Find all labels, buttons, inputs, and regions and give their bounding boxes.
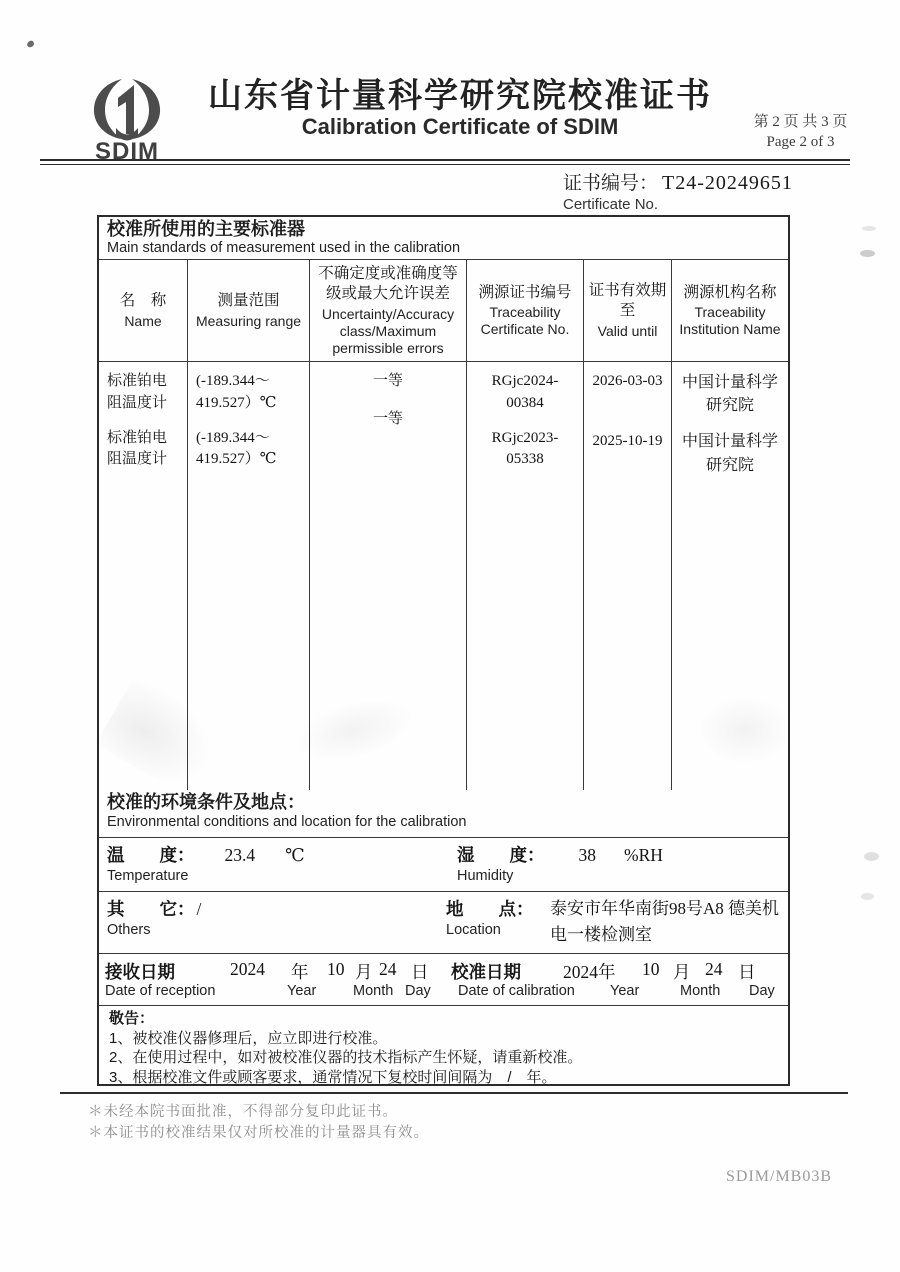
table-cell-name: 标准铂电阻温度计 <box>107 373 168 411</box>
reception-month-unit: 月 <box>355 962 373 982</box>
footer-note: ＊本证书的校准结果仅对所校准的计量器具有效。 <box>88 1125 429 1142</box>
notice-item: 1、被校准仪器修理后，应立即进行校准。 <box>109 1029 388 1047</box>
humidity-unit: %RH <box>624 845 663 865</box>
reception-year-unit: 年 <box>291 962 309 982</box>
calibration-month-unit: 月 <box>673 962 691 982</box>
standards-table-header <box>99 260 788 362</box>
calibration-day-label-en: Day <box>749 983 775 999</box>
header-divider <box>40 159 850 165</box>
table-cell-valid-until: 2026-03-03 <box>592 373 663 389</box>
temperature-value: 23.4 <box>224 845 256 865</box>
standards-table <box>97 215 790 1086</box>
sdim-logo <box>88 78 166 166</box>
notice-title: 敬告： <box>109 1010 155 1027</box>
footer-note: ＊未经本院书面批准，不得部分复印此证书。 <box>88 1104 398 1120</box>
reception-date-label-en: Date of reception <box>105 983 216 999</box>
environment-section-title <box>99 790 788 838</box>
reception-month-value: 10 <box>327 959 345 979</box>
scan-speck <box>861 893 874 900</box>
others-label-zh: 其 它： <box>107 899 195 919</box>
humidity-block <box>457 838 788 891</box>
calibration-month-value: 10 <box>642 959 660 979</box>
form-number: SDIM/MB03B <box>726 1168 833 1185</box>
humidity-label-en: Humidity <box>457 868 514 884</box>
others-value: / <box>196 899 202 919</box>
certificate-title-en: Calibration Certificate of SDIM <box>301 114 619 139</box>
column-header-traceability-cert: 溯源证书编号 Traceability Certificate No. <box>467 260 584 361</box>
notice-item: 3、根据校准文件或顾客要求，通常情况下复校时间间隔为 / 年。 <box>109 1069 557 1087</box>
table-cell-institution: 中国计量科学研究院 <box>681 433 778 474</box>
location-block <box>446 892 788 953</box>
environment-title-zh: 校准的环境条件及地点： <box>107 792 305 812</box>
table-cell-institution: 中国计量科学研究院 <box>681 374 778 415</box>
column-valid-until <box>584 362 672 790</box>
calibration-date-label-zh: 校准日期 <box>451 962 521 982</box>
column-header-valid-until: 证书有效期至 Valid until <box>584 260 672 361</box>
calibration-month-label-en: Month <box>680 983 721 999</box>
table-cell-traceability-cert: RGjc2023-05338 <box>491 429 559 468</box>
page-indicator-zh: 第 2 页 共 3 页 <box>753 114 848 130</box>
table-cell-valid-until: 2025-10-19 <box>592 432 663 449</box>
table-cell-range: (-189.344～ 419.527）℃ <box>196 373 277 411</box>
table-cell-name: 标准铂电阻温度计 <box>107 429 168 468</box>
notice-item: 2、在使用过程中，如对被校准仪器的技术指标产生怀疑，请重新校准。 <box>109 1049 583 1067</box>
column-header-name: 名 称 Name <box>99 260 188 361</box>
table-cell-range: (-189.344～ 419.527）℃ <box>196 429 277 468</box>
temperature-label-zh: 温 度： <box>107 845 195 865</box>
humidity-value: 38 <box>578 845 596 865</box>
standards-table-title <box>99 217 788 260</box>
scan-speck <box>864 852 879 861</box>
calibration-day-unit: 日 <box>738 962 756 982</box>
temperature-unit: ℃ <box>285 845 305 865</box>
environment-values-row <box>99 838 788 892</box>
dates-row <box>99 954 788 1006</box>
footer-notes <box>88 1102 429 1144</box>
reception-day-value: 24 <box>379 959 397 979</box>
table-cell-accuracy: 一等 <box>372 373 403 389</box>
location-label-zh: 地 点： <box>446 899 534 919</box>
footer-divider <box>60 1092 848 1094</box>
humidity-label-zh: 湿 度： <box>457 845 545 865</box>
location-label-en: Location <box>446 922 501 938</box>
sdim-logo-icon <box>91 78 163 142</box>
scan-speck <box>862 226 876 231</box>
location-value: 泰安市年华南街98号A8 德美机电一楼检测室 <box>550 899 780 945</box>
reception-date-label-zh: 接收日期 <box>105 962 175 982</box>
column-traceability-cert <box>467 362 584 790</box>
ink-speck <box>26 40 35 48</box>
page-indicator-en: Page 2 of 3 <box>766 134 835 151</box>
certificate-number-label-zh: 证书编号： <box>563 173 659 194</box>
others-label-en: Others <box>107 922 151 938</box>
standards-table-body <box>99 362 788 790</box>
environment-title-en: Environmental conditions and location for the calibration <box>107 813 467 830</box>
certificate-number-label-en: Certificate No. <box>563 196 659 213</box>
column-name <box>99 362 188 790</box>
reception-month-label-en: Month <box>353 983 394 999</box>
certificate-title-zh: 山东省计量科学研究院校准证书 <box>208 78 712 115</box>
reception-day-label-en: Day <box>405 983 431 999</box>
temperature-label-en: Temperature <box>107 868 189 884</box>
calibration-day-value: 24 <box>705 959 723 979</box>
certificate-number-block <box>563 168 863 213</box>
sdim-logo-text: SDIM <box>95 138 159 165</box>
page-indicator <box>718 112 883 153</box>
column-header-uncertainty: 不确定度或准确度等级或最大允许误差 Uncertainty/Accuracy class/Maximum permissible errors <box>310 260 467 361</box>
certificate-number-value: T24-20249651 <box>662 172 793 194</box>
column-header-institution: 溯源机构名称 Traceability Institution Name <box>679 283 781 338</box>
calibration-year-label-en: Year <box>610 983 640 999</box>
scan-speck <box>860 250 875 257</box>
table-cell-accuracy: 一等 <box>372 410 403 427</box>
calibration-year-value: 2024年 <box>563 962 616 982</box>
others-location-row <box>99 892 788 954</box>
column-accuracy <box>310 362 467 790</box>
notice-section <box>99 1006 788 1087</box>
standards-table-title-en: Main standards of measurement used in the calibration <box>107 239 461 256</box>
table-cell-traceability-cert: RGjc2024-00384 <box>491 373 559 411</box>
column-header-range: 测量范围 Measuring range <box>188 260 310 361</box>
reception-year-label-en: Year <box>287 983 317 999</box>
reception-year-value: 2024 <box>230 959 265 979</box>
column-institution <box>672 362 788 790</box>
calibration-date-label-en: Date of calibration <box>458 983 575 999</box>
others-block <box>99 892 446 953</box>
standards-table-title-zh: 校准所使用的主要标准器 <box>107 219 305 239</box>
temperature-block <box>99 838 457 891</box>
reception-day-unit: 日 <box>411 962 429 982</box>
column-range <box>188 362 310 790</box>
